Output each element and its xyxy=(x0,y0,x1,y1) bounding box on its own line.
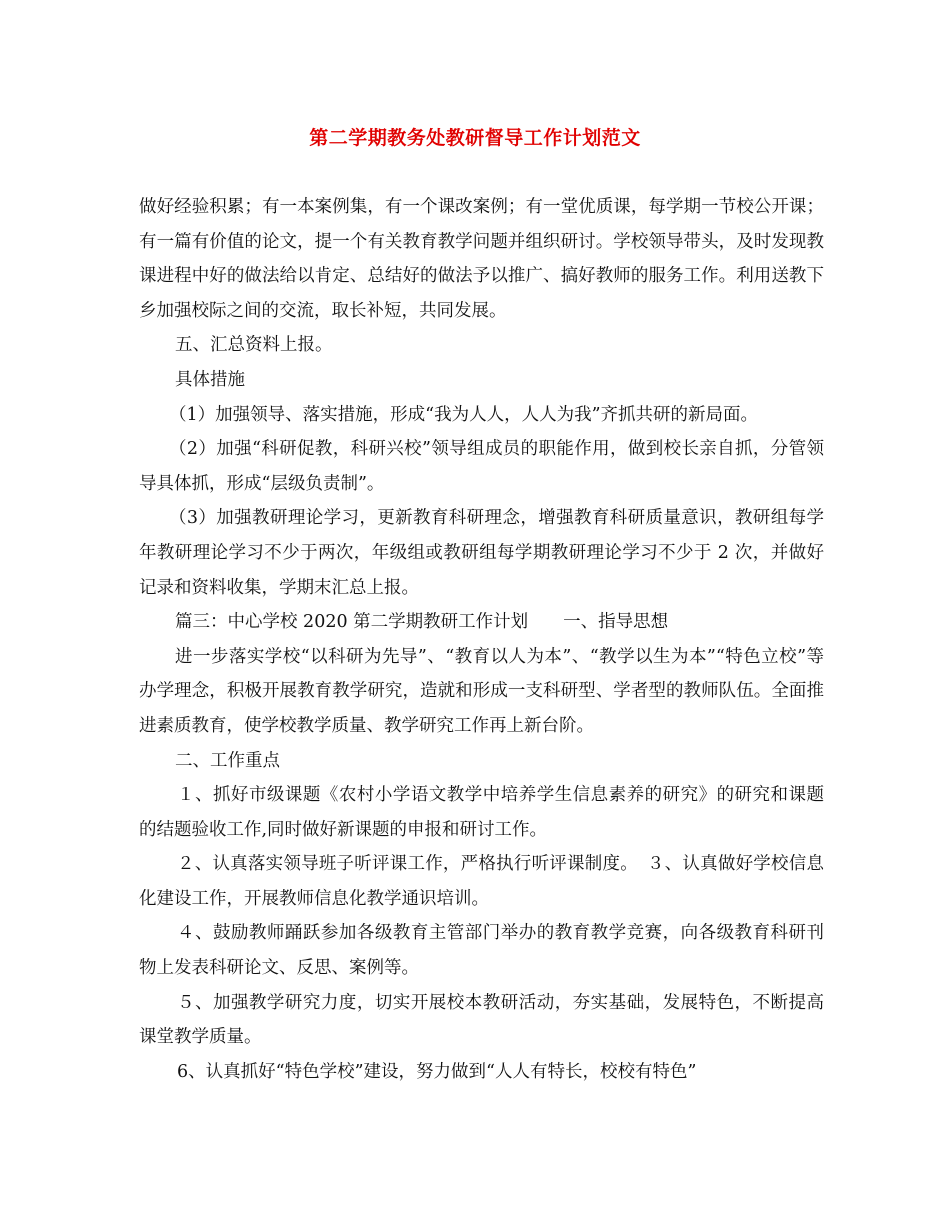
paragraph-9: 二、工作重点 xyxy=(175,750,280,771)
paragraph-2: 五、汇总资料上报。 xyxy=(175,335,333,356)
paragraph-7: 篇三：中心学校 2020 第二学期教研工作计划 一、指导思想 xyxy=(175,612,669,633)
paragraph-10: １、抓好市级课题《农村小学语文教学中培养学生信息素养的研究》的研究和课题的结题验收工作,同时做好新课题的申报和研讨工作。 xyxy=(139,785,824,840)
paragraph-4: （1）加强领导、落实措施，形成“我为人人，人人为我”齐抓共研的新局面。 xyxy=(169,404,759,425)
document-body xyxy=(139,190,824,1089)
paragraph-12: ４、鼓励教师踊跃参加各级教育主管部门举办的教育教学竞赛，向各级教育科研刊物上发表科研论文、反思、案例等。 xyxy=(139,923,824,979)
paragraph-1: 做好经验积累；有一本案例集，有一个课改案例；有一堂优质课，每学期一节校公开课；有一篇有价值的论文，提一个有关教育教学问题并组织研讨。学校领导带头，及时发现教课进程中好的做法给以肯定、总结好的做法予以推广、搞好教师的服务工作。利用送教下乡加强校际之间的交流，取长补短，共同发展。 xyxy=(139,197,824,321)
document-title: 第二学期教务处教研督导工作计划范文 xyxy=(309,127,641,149)
paragraph-6: （3）加强教研理论学习，更新教育科研理念，增强教育科研质量意识，教研组每学年教研理论学习不少于两次，年级组或教研组每学期教研理论学习不少于 2 次，并做好记录和资料收集，学期末汇总上报。 xyxy=(139,508,824,598)
paragraph-5: （2）加强“科研促教，科研兴校”领导组成员的职能作用，做到校长亲自抓，分管领导具体抓，形成“层级负责制”。 xyxy=(139,439,824,494)
paragraph-11: ２、认真落实领导班子听评课工作，严格执行听评课制度。 ３、认真做好学校信息化建设工作，开展教师信息化教学通识培训。 xyxy=(139,854,824,909)
paragraph-13: ５、加强教学研究力度，切实开展校本教研活动，夯实基础，发展特色，不断提高课堂教学质量。 xyxy=(139,992,824,1048)
paragraph-14: 6、认真抓好“特色学校”建设，努力做到“人人有特长，校校有特色” xyxy=(177,1061,697,1082)
paragraph-8: 进一步落实学校“以科研为先导”、“教育以人为本”、“教学以生为本”“特色立校”等办学理念，积极开展教育教学研究，造就和形成一支科研型、学者型的教师队伍。全面推进素质教育，使学校教学质量、教学研究工作再上新台阶。 xyxy=(139,646,824,736)
paragraph-3: 具体措施 xyxy=(175,369,245,390)
